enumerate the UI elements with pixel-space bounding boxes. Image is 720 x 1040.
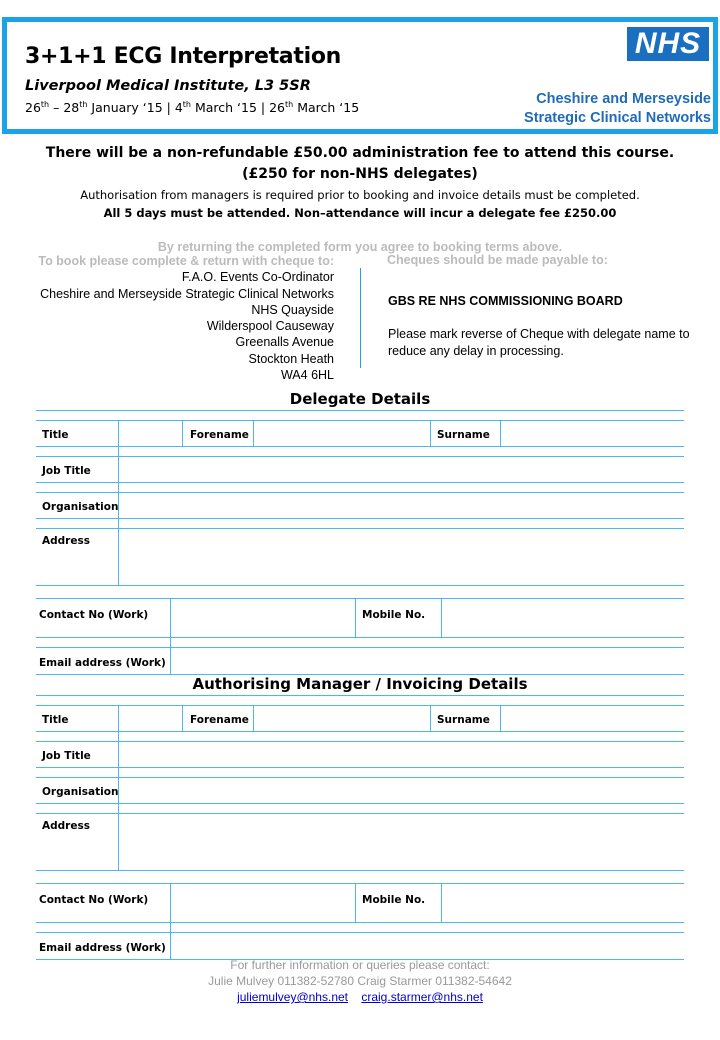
forename-label: Forename: [190, 714, 249, 726]
footer-emails: [0, 990, 720, 1004]
job-title-input[interactable]: [119, 457, 684, 481]
mobile-label: Mobile No.: [362, 609, 426, 621]
cheque-payee: GBS RE NHS COMMISSIONING BOARD: [388, 294, 623, 308]
mobile-label: Mobile No.: [362, 894, 426, 906]
mobile-input[interactable]: [442, 599, 684, 636]
address-label: Address: [42, 535, 90, 547]
network-name: [505, 90, 711, 128]
date-ordinal: th: [40, 100, 50, 109]
manager-section-title: Authorising Manager / Invoicing Details: [192, 675, 528, 693]
surname-input[interactable]: [501, 706, 684, 730]
mobile-input[interactable]: [442, 884, 684, 921]
forename-label: Forename: [190, 429, 249, 441]
email-label: Email address (Work): [39, 942, 166, 954]
job-title-label: Job Title: [42, 750, 91, 762]
form-divider: [182, 705, 183, 731]
form-rule: [36, 731, 684, 732]
nhs-logo: NHS: [627, 27, 709, 61]
authorisation-notice: Authorisation from managers is required prior to booking and invoice details must be completed.: [80, 188, 640, 202]
delegate-section-title: Delegate Details: [289, 390, 431, 408]
form-rule: [36, 585, 684, 586]
forename-input[interactable]: [254, 421, 429, 445]
form-divider: [430, 420, 431, 446]
email-link-craig[interactable]: craig.starmer@nhs.net: [361, 990, 483, 1004]
title-label: Title: [42, 714, 69, 726]
contact-label: Contact No (Work): [39, 894, 149, 906]
surname-label: Surname: [437, 714, 490, 726]
address-line: NHS Quayside: [251, 302, 334, 317]
form-divider: [182, 420, 183, 446]
date-ordinal: th: [285, 100, 294, 109]
address-line: F.A.O. Events Co-Ordinator: [181, 270, 334, 285]
terms-notice: By returning the completed form you agree to booking terms above.: [157, 240, 563, 254]
surname-label: Surname: [437, 429, 490, 441]
form-rule: [36, 922, 684, 923]
contact-input[interactable]: [171, 884, 354, 921]
column-divider: [360, 268, 361, 368]
form-divider: [430, 705, 431, 731]
job-title-label: Job Title: [42, 465, 91, 477]
form-rule: [36, 518, 684, 519]
form-rule: [36, 637, 684, 638]
course-venue: Liverpool Medical Institute, L3 5SR: [25, 78, 311, 94]
job-title-input[interactable]: [119, 742, 684, 766]
title-input[interactable]: [119, 706, 181, 730]
date-ordinal: th: [79, 100, 88, 109]
forename-input[interactable]: [254, 706, 429, 730]
cheque-note: Please mark reverse of Cheque with delegate name to reduce any delay in processing.: [388, 327, 690, 358]
network-line-1: Cheshire and Merseyside: [536, 91, 711, 107]
organisation-label: Organisation: [42, 501, 119, 513]
network-line-2: Strategic Clinical Networks: [524, 110, 711, 126]
booking-address: [0, 253, 334, 383]
title-input[interactable]: [119, 421, 181, 445]
address-line: Cheshire and Merseyside Strategic Clinical Networks: [40, 286, 334, 301]
fee-notice: There will be a non-refundable £50.00 administration fee to attend this course.: [45, 145, 675, 161]
date-text: March ‘15 | 26: [191, 100, 285, 115]
email-link-julie[interactable]: juliemulvey@nhs.net: [237, 990, 348, 1004]
footer-contacts: Julie Mulvey 011382-52780 Craig Starmer 011382-54642: [208, 974, 512, 988]
header-box: [2, 17, 718, 134]
form-rule: [36, 803, 684, 804]
address-line: Stockton Heath: [248, 351, 334, 366]
contact-label: Contact No (Work): [39, 609, 149, 621]
date-ordinal: th: [182, 100, 191, 109]
cheque-heading: Cheques should be made payable to:: [387, 253, 608, 267]
date-text: 26: [25, 100, 41, 115]
date-text: January ‘15 | 4: [87, 100, 183, 115]
address-input[interactable]: [119, 529, 684, 584]
address-label: Address: [42, 820, 90, 832]
fee-non-nhs: (£250 for non-NHS delegates): [242, 166, 478, 182]
form-divider: [355, 598, 356, 637]
address-line: WA4 6HL: [280, 368, 334, 383]
organisation-input[interactable]: [119, 493, 684, 517]
title-label: Title: [42, 429, 69, 441]
booking-heading: To book please complete & return with cheque to:: [38, 254, 334, 268]
form-rule: [36, 410, 684, 411]
contact-input[interactable]: [171, 599, 354, 636]
date-text: – 28: [49, 100, 80, 115]
course-title: 3+1+1 ECG Interpretation: [25, 44, 341, 69]
course-dates: [25, 100, 359, 115]
footer-info: For further information or queries please contact:: [230, 958, 490, 972]
form-rule: [36, 482, 684, 483]
email-input[interactable]: [171, 933, 684, 958]
address-line: Greenalls Avenue: [235, 335, 334, 350]
address-input[interactable]: [119, 814, 684, 869]
organisation-input[interactable]: [119, 778, 684, 802]
form-rule: [36, 695, 684, 696]
form-divider: [355, 883, 356, 922]
form-rule: [36, 870, 684, 871]
form-rule: [36, 767, 684, 768]
address-line: Wilderspool Causeway: [206, 319, 334, 334]
email-input[interactable]: [171, 648, 684, 673]
form-rule: [36, 446, 684, 447]
date-text: March ‘15: [293, 100, 360, 115]
organisation-label: Organisation: [42, 786, 119, 798]
attendance-notice: All 5 days must be attended. Non–attendance will incur a delegate fee £250.00: [103, 206, 617, 220]
email-label: Email address (Work): [39, 657, 166, 669]
surname-input[interactable]: [501, 421, 684, 445]
